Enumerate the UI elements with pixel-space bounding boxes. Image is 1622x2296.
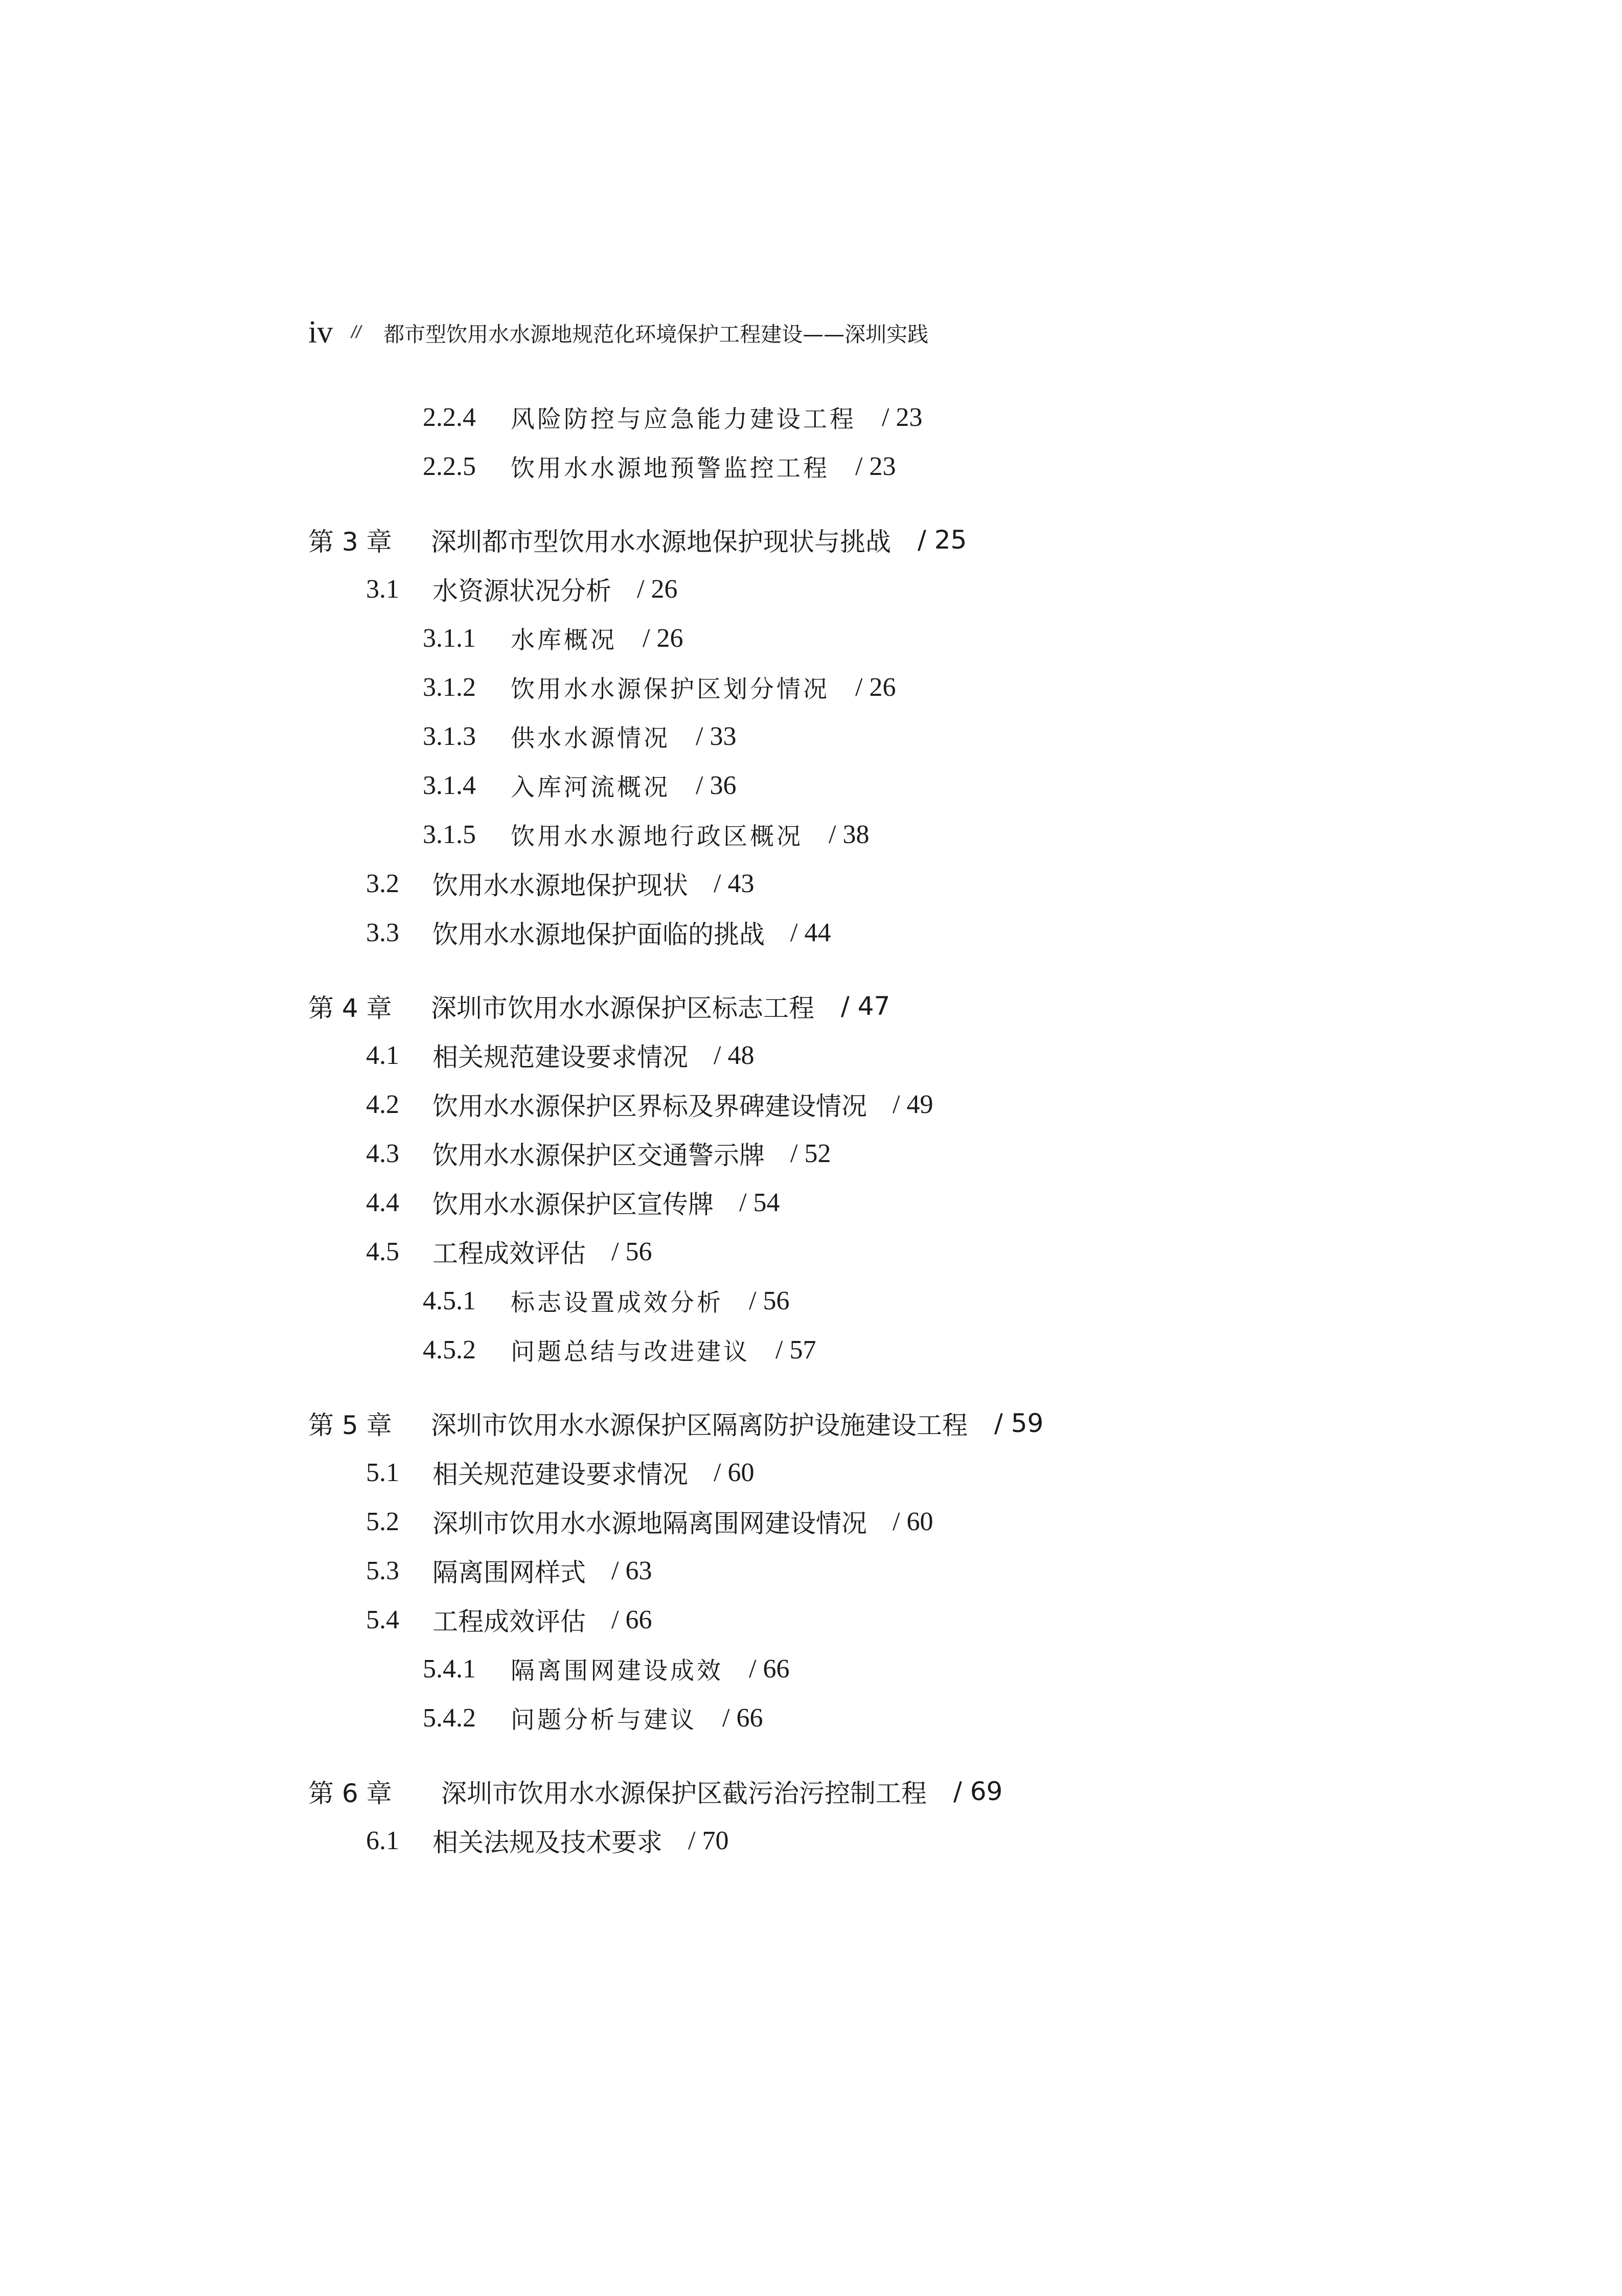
toc-number: 5.4.1: [423, 1654, 476, 1684]
toc-entry-3-1-3: [423, 718, 736, 754]
toc-page: / 60: [714, 1458, 755, 1487]
toc-entry-4-5-1: [423, 1283, 789, 1319]
toc-title: 相关规范建设要求情况: [432, 1460, 688, 1489]
toc-entry-3-1-5: [423, 816, 869, 852]
toc-page: / 57: [775, 1335, 816, 1365]
toc-title: 深圳市饮用水水源地隔离围网建设情况: [432, 1509, 867, 1538]
toc-page: / 43: [714, 869, 755, 898]
toc-page: / 54: [739, 1188, 780, 1217]
toc-title: 饮用水水源保护区宣传牌: [432, 1190, 714, 1219]
toc-page: / 70: [688, 1826, 729, 1855]
toc-number: 4.4: [366, 1188, 399, 1217]
toc-section-4-4: [366, 1185, 780, 1220]
toc-page: / 38: [829, 820, 870, 849]
toc-title: 水库概况: [511, 626, 617, 654]
toc-title: 工程成效评估: [432, 1607, 586, 1636]
toc-page: / 56: [749, 1286, 790, 1315]
toc-page: / 48: [714, 1040, 755, 1070]
toc-page: / 52: [790, 1139, 831, 1168]
toc-section-3-3: [366, 915, 831, 950]
toc-section-4-3: [366, 1135, 831, 1171]
toc-title: 入库河流概况: [511, 773, 670, 802]
toc-number: 5.4.2: [423, 1703, 476, 1733]
toc-number: 第 5 章: [308, 1411, 392, 1440]
toc-number: 4.5: [366, 1237, 399, 1266]
toc-title: 水资源状况分析: [432, 576, 611, 606]
toc-number: 3.1.3: [423, 721, 476, 751]
toc-title: 供水水源情况: [511, 724, 670, 753]
toc-number: 第 3 章: [308, 527, 392, 557]
toc-page: / 25: [918, 525, 967, 555]
toc-page: / 33: [696, 721, 737, 751]
toc-section-4-5: [366, 1234, 652, 1269]
toc-title: 工程成效评估: [432, 1239, 586, 1268]
toc-page: / 56: [611, 1237, 652, 1266]
toc-title: 相关法规及技术要求: [432, 1828, 662, 1857]
toc-title: 饮用水水源地保护面临的挑战: [432, 920, 765, 949]
toc-section-3-2: [366, 866, 754, 901]
toc-number: 3.1.5: [423, 820, 476, 849]
toc-title: 问题总结与改进建议: [511, 1337, 750, 1366]
toc-number: 3.1: [366, 574, 399, 604]
toc-entry-3-1-1: [423, 620, 683, 656]
toc-title: 相关规范建设要求情况: [432, 1042, 688, 1072]
toc-page: / 60: [893, 1507, 933, 1536]
toc-entry-5-4-2: [423, 1700, 763, 1736]
toc-section-6-1: [366, 1823, 728, 1858]
toc-chapter-6: [308, 1774, 1002, 1809]
toc-section-3-1: [366, 571, 677, 607]
toc-section-5-4: [366, 1602, 652, 1638]
toc-section-5-2: [366, 1504, 933, 1539]
toc-number: 第 4 章: [308, 993, 392, 1023]
toc-section-5-3: [366, 1553, 652, 1588]
toc-number: 第 6 章: [308, 1779, 392, 1808]
toc-chapter-4: [308, 988, 890, 1024]
toc-entry-2-2-5: [423, 448, 896, 484]
toc-title: 风险防控与应急能力建设工程: [511, 405, 856, 434]
toc-number: 4.5.2: [423, 1335, 476, 1365]
toc-number: 4.5.1: [423, 1286, 476, 1315]
toc-page: / 23: [882, 402, 923, 432]
toc-entry-5-4-1: [423, 1651, 789, 1687]
toc-number: 4.3: [366, 1139, 399, 1168]
toc-number: 3.2: [366, 869, 399, 898]
header-separator: //: [351, 322, 361, 342]
toc-number: 3.1.4: [423, 770, 476, 800]
toc-number: 6.1: [366, 1826, 399, 1855]
toc-entry-2-2-4: [423, 399, 922, 435]
toc-title: 饮用水水源地行政区概况: [511, 822, 803, 851]
toc-title: 问题分析与建议: [511, 1706, 697, 1734]
toc-section-4-2: [366, 1086, 933, 1122]
toc-title: 标志设置成效分析: [511, 1288, 723, 1317]
toc-page: / 36: [696, 770, 737, 800]
toc-page: / 26: [643, 623, 683, 653]
toc-number: 5.3: [366, 1556, 399, 1585]
toc-number: 5.4: [366, 1605, 399, 1634]
toc-page: / 66: [722, 1703, 763, 1733]
toc-number: 2.2.4: [423, 402, 476, 432]
toc-page: / 63: [611, 1556, 652, 1585]
toc-entry-3-1-4: [423, 767, 736, 803]
toc-title: 隔离围网建设成效: [511, 1656, 723, 1685]
running-header: [308, 314, 928, 350]
toc-title: 饮用水水源保护区交通警示牌: [432, 1141, 765, 1170]
toc-page: / 26: [637, 574, 678, 604]
toc-title: 隔离围网样式: [432, 1558, 586, 1587]
book-title: 都市型饮用水水源地规范化环境保护工程建设——深圳实践: [383, 322, 929, 347]
toc-title: 深圳都市型饮用水水源地保护现状与挑战: [431, 527, 891, 557]
toc-page: / 44: [790, 918, 831, 947]
toc-page: / 66: [749, 1654, 790, 1684]
toc-entry-4-5-2: [423, 1332, 816, 1368]
toc-title: 饮用水水源保护区划分情况: [511, 675, 830, 703]
toc-page: / 66: [611, 1605, 652, 1634]
toc-page: / 26: [855, 672, 896, 702]
toc-number: 3.1.1: [423, 623, 476, 653]
toc-title: 饮用水水源保护区界标及界碑建设情况: [432, 1092, 867, 1121]
toc-title: 深圳市饮用水水源保护区隔离防护设施建设工程: [431, 1411, 968, 1440]
toc-number: 3.1.2: [423, 672, 476, 702]
toc-number: 5.1: [366, 1458, 399, 1487]
toc-number: 5.2: [366, 1507, 399, 1536]
page-folio: iv: [308, 314, 333, 350]
toc-section-4-1: [366, 1037, 754, 1073]
toc-title: 饮用水水源地保护现状: [432, 871, 688, 900]
toc-title: 深圳市饮用水水源保护区标志工程: [431, 993, 814, 1023]
toc-number: 2.2.5: [423, 451, 476, 481]
toc-page: / 47: [841, 991, 890, 1021]
toc-number: 4.2: [366, 1089, 399, 1119]
toc-page: / 69: [953, 1777, 1003, 1806]
toc-title: 深圳市饮用水水源保护区截污治污控制工程: [441, 1779, 927, 1808]
toc-page: / 23: [855, 451, 896, 481]
toc-entry-3-1-2: [423, 669, 896, 705]
toc-page: / 59: [994, 1408, 1044, 1438]
toc-title: 饮用水水源地预警监控工程: [511, 454, 830, 483]
toc-number: 3.3: [366, 918, 399, 947]
toc-chapter-5: [308, 1405, 1043, 1441]
toc-page: / 49: [893, 1089, 933, 1119]
toc-section-5-1: [366, 1454, 754, 1490]
toc-chapter-3: [308, 522, 967, 558]
toc-number: 4.1: [366, 1040, 399, 1070]
